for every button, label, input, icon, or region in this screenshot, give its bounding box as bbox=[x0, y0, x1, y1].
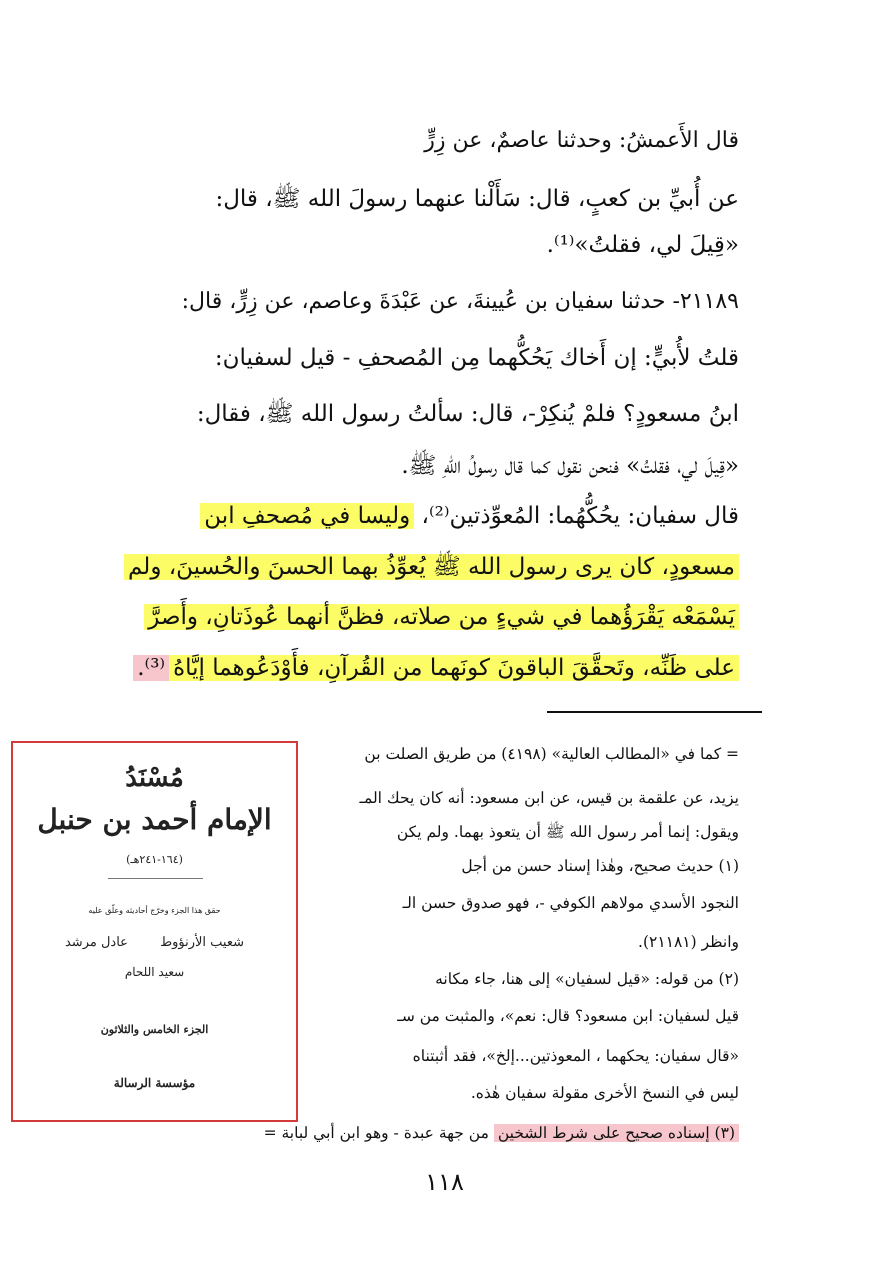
text-line-10 bbox=[144, 604, 739, 630]
page-number: ١١٨ bbox=[425, 1168, 464, 1196]
text-line-3: «قِيلَ لي، فقلتُ»⁽¹⁾. bbox=[546, 232, 739, 258]
text-line-1: قال الأَعمشُ: وحدثنا عاصمٌ، عن زِرٍّ bbox=[424, 128, 739, 153]
footnote-line: وانظر (٢١١٨١). bbox=[638, 933, 739, 951]
highlight-yellow: مسعودٍ، كان يرى رسول الله ﷺ يُعوِّذُ بهما الحسنَ والحُسينَ، ولم bbox=[124, 554, 739, 580]
cover-editor-2: عادل مرشد bbox=[64, 935, 128, 950]
footnote-line: (١) حديث صحيح، وهٰذا إسناد حسن من أجل bbox=[461, 857, 739, 875]
footnote-line bbox=[264, 1124, 739, 1142]
footnote-line: قيل لسفيان: ابن مسعود؟ قال: نعم»، والمثبت من سـ bbox=[397, 1007, 739, 1025]
footnote-line: = كما في «المطالب العالية» (٤١٩٨) من طريق الصلت بن bbox=[364, 745, 739, 763]
text-line-9 bbox=[124, 552, 739, 586]
text-line-7: «قِيلَ لي، فقلتُ» فنحن نقول كما قال رسولُ اللهِ ﷺ. bbox=[401, 453, 739, 479]
cover-editor-1: شعيب الأرنؤوط bbox=[160, 935, 244, 950]
book-cover-image bbox=[11, 741, 298, 1122]
footnote-line: ليس في النسخ الأخرى مقولة سفيان هٰذه. bbox=[470, 1084, 739, 1102]
text-line-2: عن أُبيِّ بن كعبٍ، قال: سَأَلْنا عنهما رسولَ الله ﷺ، قال: bbox=[215, 186, 739, 212]
footnote-line-rest: من جهة عبدة - وهو ابن أبي لبابة = bbox=[263, 1124, 489, 1142]
footnote-line: يزيد، عن علقمة بن قيس، عن ابن مسعود: أنه كان يحك المـ bbox=[359, 789, 739, 807]
cover-dates: (١٦٤-٢٤١هـ) bbox=[126, 853, 183, 866]
cover-title-top: مُسْنَدُ bbox=[125, 763, 184, 793]
cover-editors bbox=[13, 935, 296, 950]
cover-publisher: مؤسسة الرسالة bbox=[113, 1076, 196, 1090]
text-line-8 bbox=[200, 503, 739, 529]
hadith-number-line: ٢١١٨٩- حدثنا سفيان بن عُيينةَ، عن عَبْدَةَ وعاصم، عن زِرٍّ، قال: bbox=[181, 289, 739, 314]
highlight-yellow: يَسْمَعْه يَقْرَؤُهما في شيءٍ من صلاته، فظنَّ أنهما عُوذَتانِ، وأَصرَّ bbox=[144, 604, 739, 630]
cover-part: الجزء الخامس والثلاثون bbox=[100, 1023, 209, 1036]
footnote-separator bbox=[547, 711, 762, 713]
cover-editor-3: سعيد اللحام bbox=[124, 965, 185, 979]
footnote-line: النجود الأسدي مولاهم الكوفي -، فهو صدوق حسن الـ bbox=[402, 894, 739, 912]
highlight-pink: (٣) إسناده صحيح على شرط الشخين bbox=[494, 1124, 739, 1142]
text-line-5: قلتُ لأُبيٍّ: إن أَخاك يَحُكُّهما مِن المُصحفِ - قيل لسفيان: bbox=[214, 345, 739, 371]
highlight-pink: ⁽³⁾. bbox=[133, 655, 169, 681]
text-line-6: ابنُ مسعودٍ؟ فلمْ يُنكِرْ-، قال: سألتُ رسول الله ﷺ، فقال: bbox=[196, 401, 739, 427]
cover-divider bbox=[108, 878, 203, 879]
highlight-yellow: وليسا في مُصحفِ ابن bbox=[200, 503, 414, 529]
footnote-line: «قال سفيان: يحكهما ، المعوذتين...إلخ»، فقد أثبتناه bbox=[412, 1047, 739, 1065]
footnote-line: (٢) من قوله: «قيل لسفيان» إلى هنا، جاء مكانه bbox=[435, 970, 739, 988]
footnote-line: ويقول: إنما أمر رسول الله ﷺ أن يتعوذ بهما. ولم يكن bbox=[396, 823, 739, 841]
highlight-yellow: على ظَنِّه، وتَحقَّقَ الباقونَ كونَهما من القُرآنِ، فأَوْدَعُوهما إيَّاهُ bbox=[169, 655, 739, 681]
cover-title-main: الإمام أحمد بن حنبل bbox=[37, 803, 272, 836]
cover-edition-line: حقق هذا الجزء وخرّج أحاديثه وعلّق عليه bbox=[88, 906, 221, 915]
text-line-8-plain: قال سفيان: يحُكُّهُما: المُعوِّذتين⁽²⁾، bbox=[421, 503, 739, 529]
text-line-11 bbox=[133, 655, 739, 681]
